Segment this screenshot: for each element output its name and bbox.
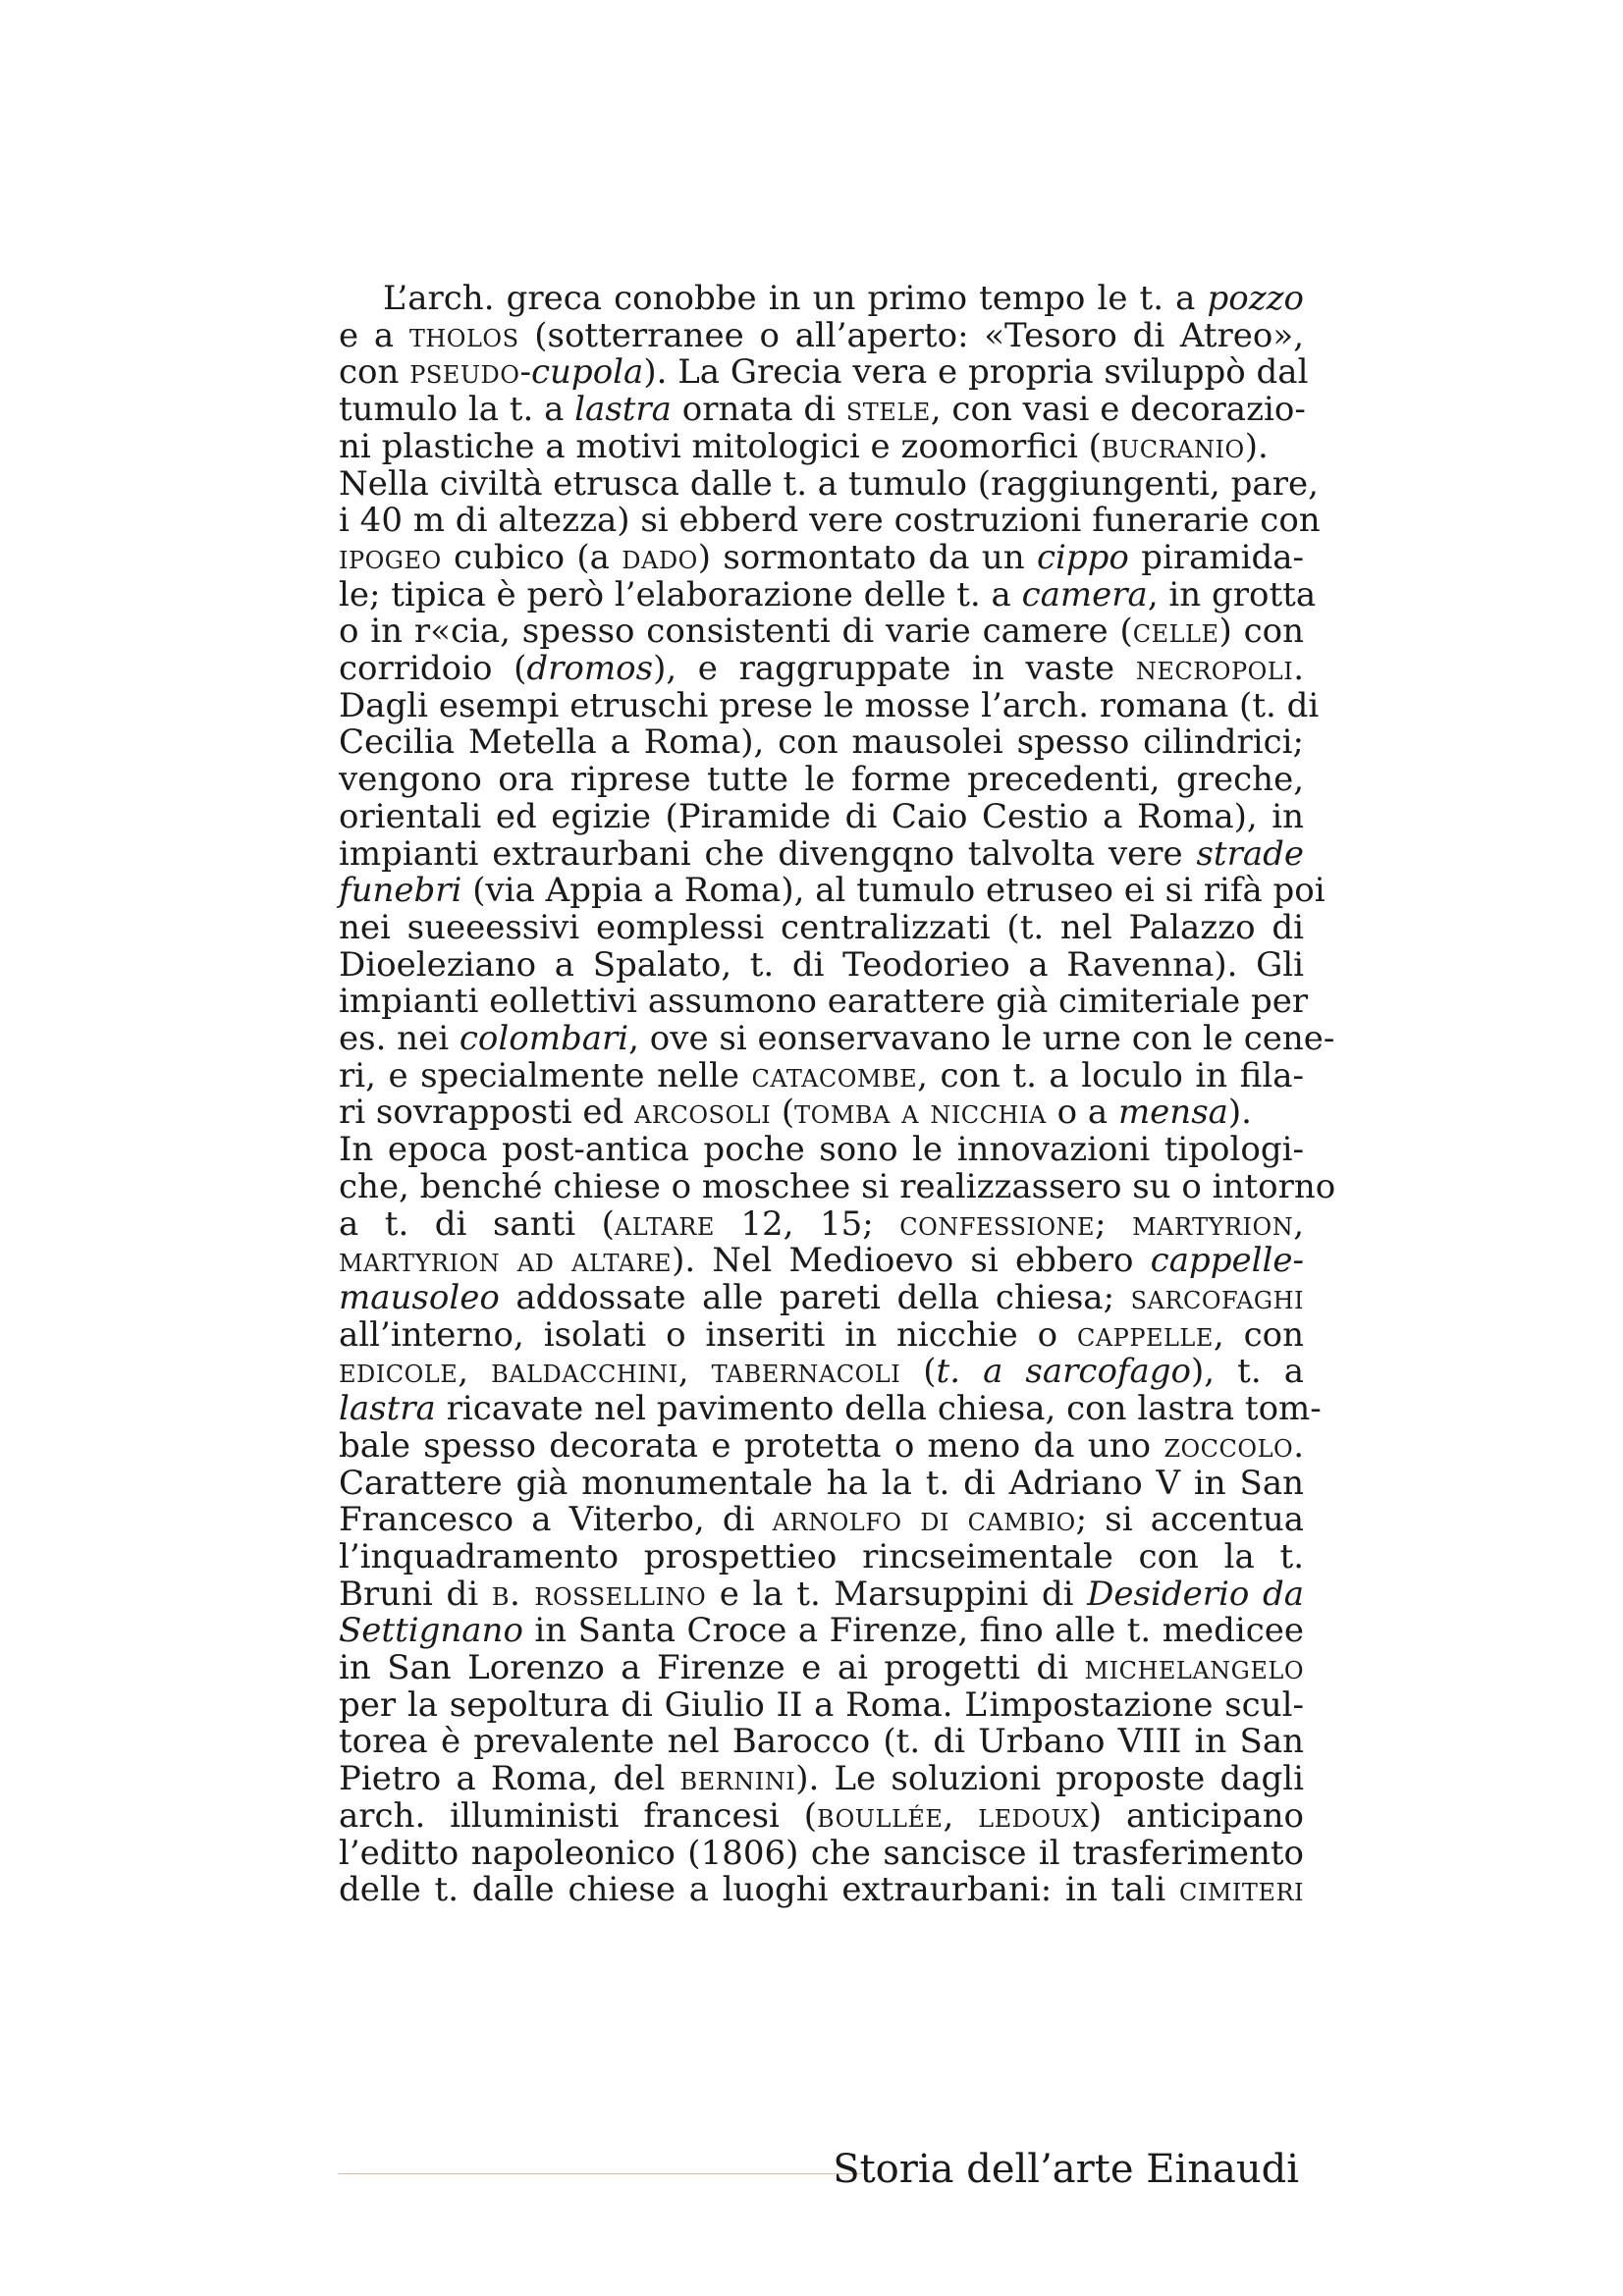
- text-line: [339, 501, 1321, 541]
- cross-reference: arcosoli: [634, 1093, 772, 1133]
- text-run: che, benché chiese o moschee si realizzassero su o intorno: [339, 1166, 1336, 1206]
- text-run: ricavate nel pavimento della chiesa, con lastra tom-: [435, 1389, 1322, 1429]
- italic-text: mensa: [1117, 1093, 1228, 1133]
- cross-reference: tholos: [408, 315, 519, 355]
- text-line: [339, 724, 1304, 762]
- text-line: [339, 651, 1304, 688]
- text-run: , con: [1213, 1314, 1304, 1355]
- text-run: 12, 15;: [714, 1203, 900, 1244]
- text-line: [339, 1277, 1304, 1317]
- text-line: [339, 1613, 1304, 1650]
- text-run: Dagli esempi etruschi prese le mosse l’arch. romana (t. di: [339, 685, 1320, 725]
- text-line: [339, 1243, 1304, 1280]
- text-run: ). Le soluzioni proposte dagli: [795, 1759, 1304, 1799]
- text-line: [339, 392, 1304, 429]
- text-run: ). La Grecia vera e propria sviluppò dal: [643, 352, 1309, 393]
- body-text: [339, 279, 1336, 1910]
- cross-reference: tabernacoli: [711, 1352, 901, 1392]
- italic-text: strade: [1196, 833, 1304, 874]
- text-run: Bruni di: [339, 1574, 492, 1614]
- text-run: ,: [1293, 1203, 1305, 1244]
- cross-reference: ipogeo: [339, 537, 442, 577]
- italic-text: camera: [1021, 574, 1148, 614]
- cross-reference: altare: [614, 1203, 715, 1244]
- cross-reference: catacombe: [751, 1055, 918, 1095]
- text-line: [339, 982, 1309, 1022]
- text-line: [339, 1314, 1304, 1355]
- text-line: [339, 1684, 1304, 1725]
- text-line: [339, 281, 1304, 318]
- text-run: ).: [1227, 1093, 1252, 1133]
- text-line: [339, 907, 1304, 947]
- text-line: [339, 1095, 1304, 1132]
- text-run: ;: [1095, 1203, 1133, 1244]
- cross-reference: celle: [1132, 612, 1219, 652]
- text-run: -: [519, 352, 531, 393]
- text-run: vengono ora riprese tutte le forme precedenti, greche,: [339, 760, 1304, 800]
- italic-text: dromos: [526, 649, 654, 689]
- italic-text: Desiderio da: [1087, 1574, 1305, 1614]
- cross-reference: stele: [845, 390, 931, 430]
- cross-reference: pseudo: [409, 352, 520, 393]
- text-run: all’interno, isolati o inseriti in nicchie o: [339, 1314, 1077, 1355]
- cross-reference: edicole: [339, 1352, 459, 1392]
- text-run: tumulo la t. a: [339, 390, 575, 430]
- text-line: [339, 1132, 1304, 1169]
- cross-reference: baldacchini: [491, 1352, 678, 1392]
- cross-reference: boullée: [817, 1795, 944, 1836]
- text-run: ri sovrapposti ed: [339, 1093, 635, 1133]
- text-run: in San Lorenzo a Firenze e ai progetti di: [339, 1648, 1085, 1688]
- text-line: [339, 1425, 1304, 1466]
- cross-reference: martyrion: [1132, 1203, 1294, 1244]
- text-line: [339, 1019, 1335, 1059]
- cross-reference: tomba a nicchia: [794, 1093, 1047, 1133]
- text-run: L’arch. greca conobbe in un primo tempo le t. a: [383, 279, 1208, 318]
- text-line: [339, 1389, 1322, 1429]
- text-run: es. nei: [339, 1019, 460, 1059]
- text-run: cubico (a: [441, 537, 622, 577]
- text-run: o a: [1046, 1093, 1118, 1133]
- text-line: [339, 537, 1304, 577]
- text-run: ,: [943, 1795, 979, 1836]
- text-run: l’editto napoleonico (1806) che sancisce il trasferimento: [339, 1833, 1304, 1873]
- text-run: Carattere già monumentale ha la t. di Adriano V in San: [339, 1463, 1304, 1503]
- text-run: ; si accentua: [1075, 1500, 1304, 1540]
- text-run: delle t. dalle chiese a luoghi extraurbani: in tali: [339, 1870, 1180, 1910]
- text-run: i 40 m di altezza) si ebberd vere costruzioni funerarie con: [339, 501, 1321, 541]
- text-run: In epoca post-antica poche sono le innovazioni tipologi-: [339, 1130, 1304, 1170]
- text-line: [339, 1576, 1304, 1614]
- text-line: [339, 833, 1304, 874]
- cross-reference: bucranio: [1101, 426, 1245, 466]
- text-run: ) con: [1218, 612, 1305, 652]
- text-run: Dioeleziano a Spalato, t. di Teodorieo a Ravenna). Gli: [339, 944, 1304, 985]
- text-run: le; tipica è però l’elaborazione delle t. a: [339, 574, 1022, 614]
- text-run: , con t. a loculo in fila-: [917, 1055, 1304, 1095]
- cross-reference: martyrion ad altare: [339, 1241, 673, 1281]
- text-run: Francesco a Viterbo, di: [339, 1500, 773, 1540]
- text-run: ) sormontato da un: [697, 537, 1037, 577]
- italic-text: lastra: [574, 390, 672, 430]
- text-line: [339, 1463, 1304, 1503]
- text-run: Nella civiltà etrusca dalle t. a tumulo (raggiungenti, pare,: [339, 463, 1319, 504]
- italic-text: Settignano: [339, 1611, 523, 1651]
- text-run: l’inquadramento prospettieo rincseimentale con la t.: [339, 1536, 1304, 1576]
- text-run: (sotterranee o all’aperto: «Tesoro di Atreo»,: [518, 315, 1304, 355]
- text-run: ).: [1244, 426, 1269, 466]
- italic-text: lastra: [339, 1389, 436, 1429]
- text-line: [339, 796, 1304, 836]
- text-line: [339, 315, 1304, 355]
- cross-reference: necropoli: [1135, 649, 1294, 689]
- text-run: ornata di: [671, 390, 846, 430]
- cross-reference: zoccolo: [1163, 1425, 1294, 1466]
- footer-rule: [338, 2173, 862, 2174]
- text-run: Pietro a Roma, del: [339, 1759, 680, 1799]
- text-run: , ove si eonservavano le urne con le cene-: [628, 1019, 1335, 1059]
- cross-reference: bernini: [679, 1759, 796, 1799]
- cross-reference: cimiteri: [1179, 1870, 1304, 1910]
- cross-reference: dado: [622, 537, 698, 577]
- text-line: [339, 685, 1320, 725]
- text-run: e la t. Marsuppini di: [706, 1574, 1088, 1614]
- italic-text: cupola: [530, 352, 644, 393]
- text-line: [339, 352, 1309, 393]
- text-run: per la sepoltura di Giulio II a Roma. L’impostazione scul-: [339, 1684, 1304, 1725]
- text-run: (via Appia a Roma), al tumulo etruseo ei si rifà poi: [461, 871, 1325, 911]
- text-line: [339, 1203, 1305, 1244]
- italic-text: mausoleo: [339, 1277, 500, 1317]
- text-line: [339, 1795, 1304, 1836]
- text-run: con: [339, 352, 410, 393]
- text-run: (: [771, 1093, 795, 1133]
- text-line: [339, 1166, 1336, 1206]
- italic-text: pozzo: [1207, 279, 1304, 318]
- text-run: ), t. a: [1191, 1352, 1304, 1392]
- text-run: ri, e specialmente nelle: [339, 1055, 752, 1095]
- italic-text: t. a sarcofago: [936, 1352, 1192, 1392]
- italic-text: funebri: [339, 871, 462, 911]
- text-run: ) anticipano: [1088, 1795, 1304, 1836]
- text-run: bale spesso decorata e protetta o meno da uno: [339, 1425, 1164, 1466]
- cross-reference: arnolfo di cambio: [772, 1500, 1076, 1540]
- text-line: [339, 1650, 1304, 1687]
- text-line: [339, 1761, 1304, 1798]
- cross-reference: sarcofaghi: [1130, 1277, 1304, 1317]
- cross-reference: cappelle: [1076, 1314, 1214, 1355]
- text-run: orientali ed egizie (Piramide di Caio Cestio a Roma), in: [339, 796, 1304, 836]
- text-run: e a: [339, 315, 409, 355]
- text-line: [339, 1055, 1304, 1095]
- italic-text: colombari: [459, 1019, 629, 1059]
- cross-reference: michelangelo: [1084, 1648, 1304, 1688]
- text-run: , in grotta: [1147, 574, 1317, 614]
- text-line: [339, 1502, 1304, 1539]
- text-run: impianti eollettivi assumono earattere già cimiteriale per: [339, 982, 1309, 1022]
- italic-text: cappelle-: [1150, 1241, 1304, 1281]
- text-line: [339, 1872, 1304, 1909]
- text-run: .: [1293, 1425, 1304, 1466]
- cross-reference: b. rossellino: [491, 1574, 707, 1614]
- cross-reference: ledoux: [978, 1795, 1089, 1836]
- text-line: [339, 1833, 1304, 1873]
- text-run: ,: [458, 1352, 492, 1392]
- text-run: ,: [677, 1352, 712, 1392]
- text-run: torea è prevalente nel Barocco (t. di Urbano VIII in San: [339, 1722, 1304, 1762]
- italic-text: cippo: [1036, 537, 1129, 577]
- text-run: ni plastiche a motivi mitologici e zoomorfici (: [339, 426, 1102, 466]
- text-line: [339, 1536, 1304, 1576]
- text-run: arch. illuministi francesi (: [339, 1795, 818, 1836]
- text-line: [339, 1354, 1304, 1391]
- text-run: Cecilia Metella a Roma), con mausolei spesso cilindrici;: [339, 722, 1304, 763]
- text-run: ), e raggruppate in vaste: [653, 649, 1136, 689]
- text-line: [339, 944, 1304, 985]
- text-line: [339, 463, 1319, 504]
- text-run: (: [900, 1352, 937, 1392]
- text-run: , con vasi e decorazio-: [930, 390, 1306, 430]
- text-line: [339, 426, 1304, 466]
- text-line: [339, 614, 1304, 651]
- text-run: o in r«cia, spesso consistenti di varie camere (: [339, 612, 1133, 652]
- text-run: in Santa Croce a Firenze, fino alle t. medicee: [522, 1611, 1304, 1651]
- text-line: [339, 574, 1317, 614]
- text-line: [339, 762, 1304, 799]
- text-run: .: [1293, 649, 1304, 689]
- text-run: impianti extraurbani che divengqno talvolta vere: [339, 833, 1197, 874]
- text-run: ). Nel Medioevo si ebbero: [672, 1241, 1151, 1281]
- text-run: piramida-: [1128, 537, 1304, 577]
- text-run: corridoio (: [339, 649, 527, 689]
- text-run: a t. di santi (: [339, 1203, 615, 1244]
- text-run: addossate alle pareti della chiesa;: [499, 1277, 1131, 1317]
- text-run: nei sueeessivi eomplessi centralizzati (t. nel Palazzo di: [339, 907, 1304, 947]
- cross-reference: confessione: [899, 1203, 1096, 1244]
- text-line: [339, 871, 1325, 911]
- text-line: [339, 1724, 1304, 1761]
- footer-title: Storia dell’arte Einaudi: [833, 2147, 1299, 2192]
